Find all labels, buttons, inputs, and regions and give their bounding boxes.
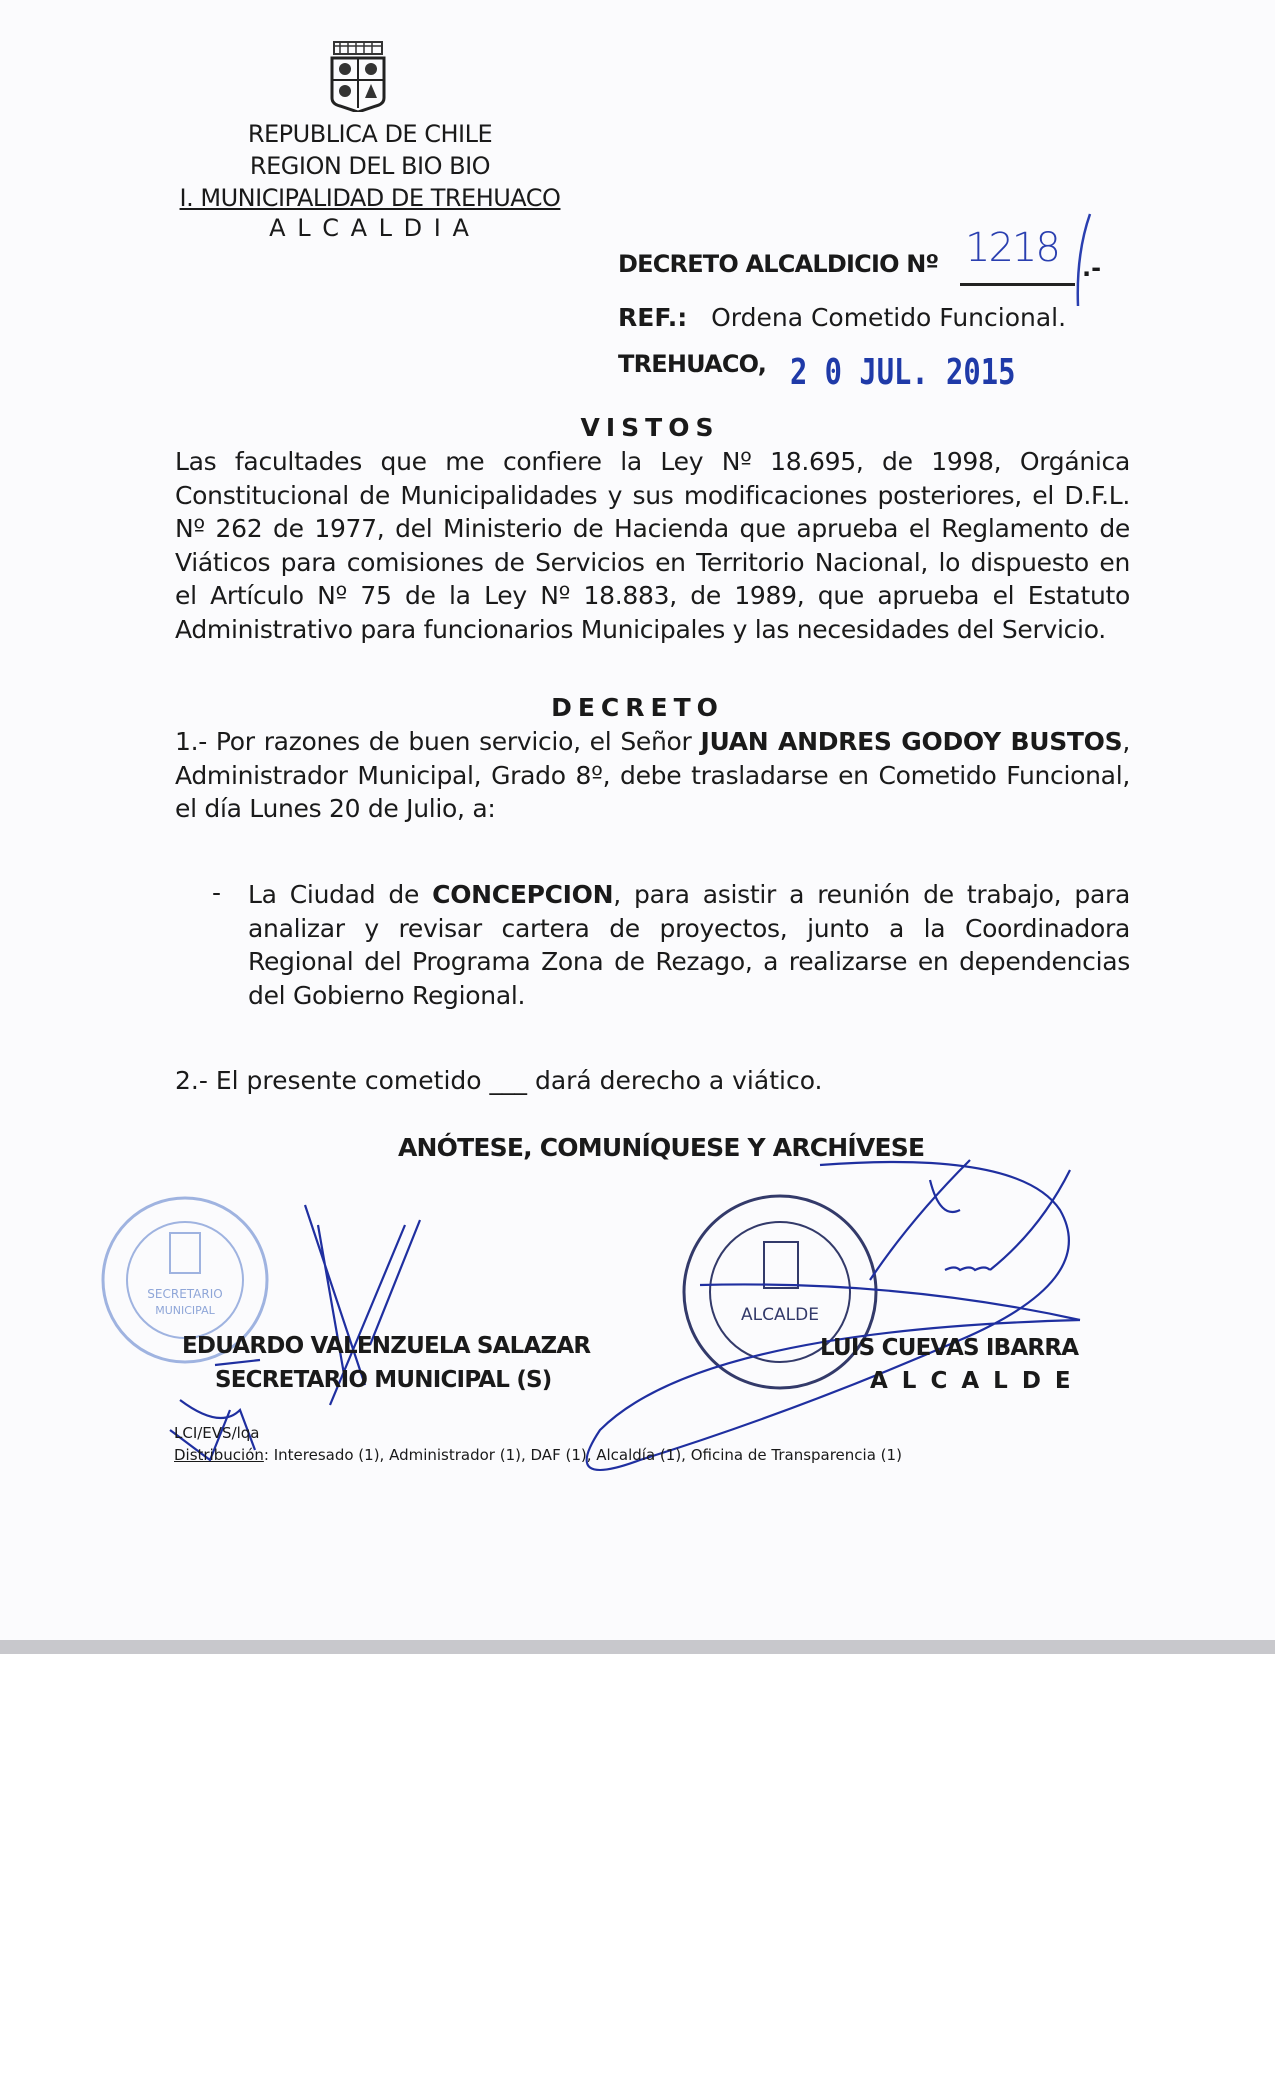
mayor-title: A L C A L D E (870, 1368, 1074, 1394)
decree-number-underline (960, 283, 1075, 286)
distribution-label: Distribución (174, 1446, 264, 1464)
vistos-heading: VISTOS (580, 413, 720, 442)
initials: LCI/EVS/lqa (174, 1424, 260, 1442)
ref-label: REF.: (618, 303, 688, 332)
ref-text: Ordena Cometido Funcional. (711, 303, 1067, 332)
distribution-list: : Interesado (1), Administrador (1), DAF (1), Alcaldía (1), Oficina de Transparencia (1) (263, 1446, 902, 1464)
official-name: JUAN ANDRES GODOY BUSTOS (700, 727, 1123, 756)
secretary-name: EDUARDO VALENZUELA SALAZAR (182, 1333, 591, 1359)
vistos-text: Las facultades que me confiere la Ley Nº 18.695, de 1998, Orgánica Constitucional de Municipalidades y sus modificaciones posteriores, el D.F.L. Nº 262 de 1977, del Ministerio de Hacienda que aprueba el Reglamento de Viáticos para comisiones de Servicios en Territorio Nacional, lo dispuesto en el Artículo Nº 75 de la Ley Nº 18.883, de 1989, que aprueba el Estatuto Administrativo para funcionarios Municipales y las necesidades del Servicio. (175, 447, 1130, 644)
decree-label: DECRETO ALCALDICIO Nº (618, 250, 939, 278)
destination-city: CONCEPCION (432, 880, 614, 909)
stamp-text: SECRETARIO (147, 1287, 223, 1301)
decreto-heading: DECRETO (551, 693, 724, 722)
header-region: REGION DEL BIO BIO (249, 152, 491, 180)
header-municipality: I. MUNICIPALIDAD DE TREHUACO (179, 184, 561, 212)
decree-number: 1218 (965, 225, 1059, 271)
destination-item (248, 878, 1130, 1012)
header-department: A L C A L D I A (269, 214, 471, 242)
coat-of-arms-logo (326, 40, 390, 112)
decree-suffix: .- (1082, 254, 1102, 282)
mayor-name: LUIS CUEVAS IBARRA (820, 1335, 1079, 1361)
reference (618, 303, 1066, 332)
item-1-text-cont: , Administrador Municipal, Grado 8º, debe trasladarse en Cometido Funcional, el día Lunes 20 de Julio, a: (175, 727, 1130, 823)
secretary-title: SECRETARIO MUNICIPAL (S) (215, 1367, 552, 1393)
decreto-item-2: 2.- El presente cometido ___ dará derecho a viático. (175, 1066, 823, 1095)
bullet-dash: - (212, 878, 222, 907)
place-label: TREHUACO, (618, 350, 767, 378)
destination-text: La Ciudad de (248, 880, 433, 909)
item-1-text: 1.- Por razones de buen servicio, el Señor (175, 727, 701, 756)
distribution (174, 1446, 902, 1464)
decreto-item-1 (175, 725, 1130, 826)
page-edge (0, 1640, 1275, 1654)
svg-text:ALCALDE: ALCALDE (741, 1305, 819, 1325)
svg-text:MUNICIPAL: MUNICIPAL (155, 1304, 215, 1317)
date-stamp: 2 0 JUL. 2015 (790, 352, 1016, 393)
closing-formula: ANÓTESE, COMUNÍQUESE Y ARCHÍVESE (398, 1133, 925, 1162)
header-country: REPUBLICA DE CHILE (247, 120, 493, 148)
destination-text-cont: , para asistir a reunión de trabajo, para analizar y revisar cartera de proyectos, junto a la Coordinadora Regional del Programa Zona de Rezago, a realizarse en dependencias del Gobierno Regional. (248, 880, 1130, 1010)
